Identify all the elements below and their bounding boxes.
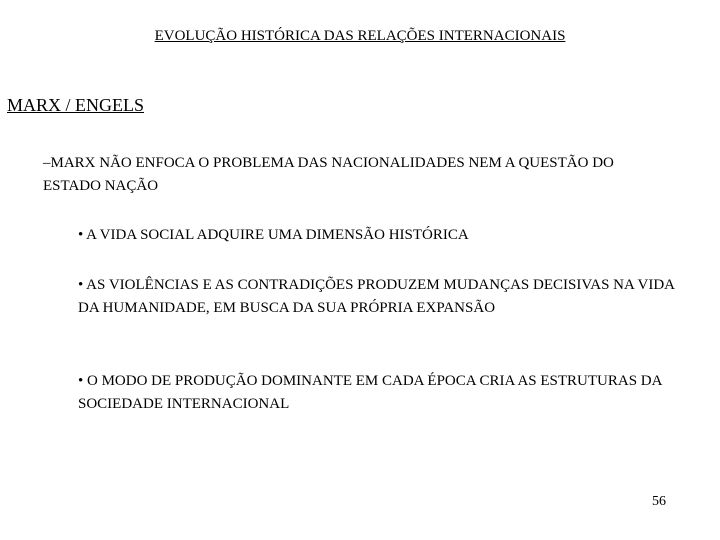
bullet-item: • AS VIOLÊNCIAS E AS CONTRADIÇÕES PRODUZEM MUDANÇAS DECISIVAS NA VIDA DA HUMANIDADE, EM BUSCA DA SUA PRÓPRIA EXPANSÃO [78,277,675,316]
section-heading: MARX / ENGELS [7,95,145,115]
page-number: 56 [652,494,666,509]
intro-paragraph: –MARX NÃO ENFOCA O PROBLEMA DAS NACIONALIDADES NEM A QUESTÃO DO ESTADO NAÇÃO [43,155,614,194]
bullet-item: • A VIDA SOCIAL ADQUIRE UMA DIMENSÃO HISTÓRICA [78,227,469,243]
slide-title: EVOLUÇÃO HISTÓRICA DAS RELAÇÕES INTERNACIONAIS [154,28,566,44]
bullet-item: • O MODO DE PRODUÇÃO DOMINANTE EM CADA ÉPOCA CRIA AS ESTRUTURAS DA SOCIEDADE INTERNACIONAL [78,373,662,412]
